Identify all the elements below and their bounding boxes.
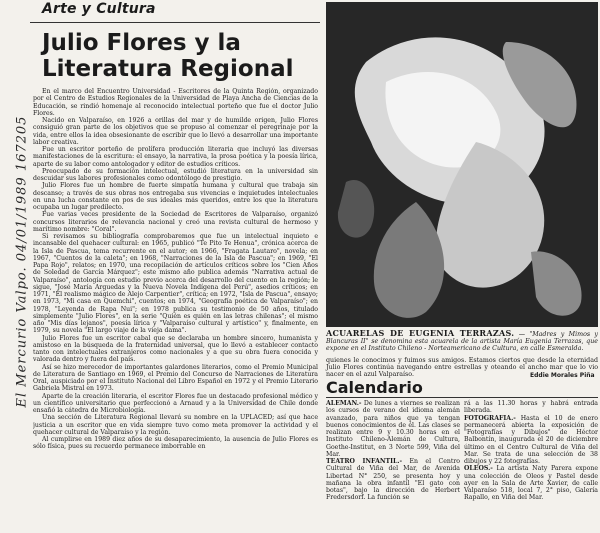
calendar-item — [464, 465, 598, 501]
article-paragraph: Fue varias veces presidente de la Sociedad de Escritores de Valparaíso, organizó concursos literarios de relevancia nacional y creó una revista cultural de hermoso y marítimo nombre: "Coral". — [33, 211, 318, 233]
calendar-title: Calendario — [326, 378, 423, 397]
author-signature: Eddie Morales Piña — [530, 372, 595, 379]
section-label: Arte y Cultura — [42, 1, 156, 17]
calendar-item — [464, 400, 598, 415]
calendar-item — [326, 458, 460, 502]
caption-title: ACUARELAS DE EUGENIA TERRAZAS. — [326, 328, 515, 338]
caption-text: — "Madres y Mimos y Blancuras II" se denomina esta acuarela de la artista María Eugenia Terrazas, que expone en el Instituto Chileno - Norteamericano de Cultura, en calle Esmeralda. — [326, 331, 598, 353]
calendar-item-heading: OLEOS.- — [464, 465, 493, 473]
article-paragraph: Nacido en Valparaíso, en 1926 a orillas del mar y de humilde origen, Julio Flores consiguió gran parte de los objetivos que se propuso al comenzar el peregrinaje por la vida, entre ellos la idea obsesionante de escribir que lo llevó a desarrollar una importante labor creativa. — [33, 117, 318, 146]
article-paragraph: En el marco del Encuentro Universidad - Escritores de la Quinta Región, organizado por el Centro de Estudios Regionales de la Universidad de Playa Ancha de Ciencias de la Educación, se rindió homenaje al reconocido intelectual porteño que fue el doctor Julio Flores. — [33, 88, 318, 117]
calendar-item-text: Hasta el 10 de enero permanecerá abierta la exposición de "Fotografías y Dibujos" de Héctor Balbontín, inaugurada el 20 de diciembre último en el Centro Cultural de Viña del Mar. Se trata de una selección de 38 dibujos y 22 fotografías. — [464, 414, 598, 465]
article-paragraph: Si revisamos su bibliografía comprobaremos que fue un intelectual inquieto e incansable del quehacer cultural: en 1965, publicó "Te Pito Te Henua", crónica acerca de la Isla de Pascua, tema recurrente en el autor; en 1966, "Fragata Lautaro", novela; en 1967, "Cuentos de la caleta"; en 1968, "Narraciones de la Isla de Pascua"; en 1969, "El Papa Rojo", relatos; en 1970, una recopilación de artículos críticos sobre los "Cien Años de Soledad de García Márquez"; este mismo año publica además "Narrativa actual de Valparaíso", antología con estudio previo acerca del desarrollo del cuento en la región; le sigue, "José María Arguedas y la Nueva Novela Indígena del Perú", asedios críticos; en 1971, "El realismo mágico de Alejo Carpentier", crítica; en 1972, "Isla de Pascua", ensayo; en 1973, "Mi casa en Quemchi", cuentos; en 1974, "Geografía poética de Valparaíso"; en 1978, "Leyenda de Rapa Nui"; en 1978 publica su testimonio de 50 años, titulado simplemente "Julio Flores", en la serie "Quién es quién en las letras chilenas"; el mismo año "Mis días lejanos", poesía lírica y "Valparaíso cultural y artístico" y, finalmente, en 1979, su novela "El largo viaje de la vieja dama". — [33, 233, 318, 335]
article-paragraph: Al cumplirse en 1989 diez años de su desaparecimiento, la ausencia de Julio Flores es sólo física, pues su recuerdo permanece imborrable en — [33, 436, 318, 451]
article-paragraph: Una sección de Literatura Regional llevará su nombre en la UPLACED; así que hace justicia a un escritor que en vida siempre tuvo como meta promover la actividad y el quehacer cultural de Valparaíso y la región. — [33, 414, 318, 436]
article-headline: Julio Flores y la Literatura Regional — [42, 30, 294, 82]
handwritten-annotation: El Mercurio Valpo. 04/01/1989 167205 — [14, 115, 30, 408]
article-paragraph: Julio Flores fue un escritor cabal que se declaraba un hombre sincero, humanista y amistoso en la búsqueda de la fraternidad universal, que lo llevó a establecer contacto tanto con intelectuales extranjeros como nacionales y a que su obra fuera conocida y valorada dentro y fuera del país. — [33, 334, 318, 364]
calendar-item-text: De lunes a viernes se realizan los cursos de verano del idioma alemán avanzado, para niños que ya tengan buenos conocimientos de él. Las clases se realizan entre 9 y 10.30 horas en el Instituto Chileno-Alemán de Cultura, Goethe-Institut, en 3 Norte 599, Viña del Mar. — [326, 400, 460, 458]
article-paragraph: Preocupado de su formación intelectual, estudió literatura en la universidad sin descuidar sus labores profesionales como odontólogo de prestigio. — [33, 167, 318, 182]
calendar-item-text: La artista Naty Parera expone una colección de Oleos y Pastel desde ayer en la Sala de Arte Xavier, de calle Valparaíso 518, local 7, 2° piso, Galería Rapallo, en Viña del Mar. — [464, 465, 598, 502]
watercolor-photo — [326, 2, 598, 327]
calendar-item — [326, 400, 460, 458]
calendar-item-heading: ALEMAN.- — [326, 400, 362, 407]
calendar-item-heading: FOTOGRAFIA.- — [464, 414, 516, 422]
calendar-column-right — [464, 400, 598, 502]
article-continuation: quienes le conocimos y fuimos sus amigos. Estamos ciertos que desde la eternidad Julio Flores continúa navegando entre estrellas y oteando el ancho mar que lo vio nacer en el azul Valparaíso. — [326, 357, 598, 379]
calendar-item-text: rá a las 11.30 horas y habrá entrada liberada. — [464, 400, 598, 415]
article-paragraph: Fue un escritor porteño de prolífera producción literaria que incluyó las diversas manifestaciones de la escritura: el ensayo, la narrativa, la prosa poética y la poesía lírica, aparte de su labor como antologador y editor de estudios críticos. — [33, 146, 318, 168]
calendar-item-heading: TEATRO INFANTIL.- — [326, 458, 403, 465]
calendar-column-left — [326, 400, 460, 502]
article-paragraph: Aparte de la creación literaria, el escritor Flores fue un destacado profesional médico y un científico universitario que perfeccionó a Arnaud y a la Universidad de Chile donde ensañó la cátedra de Microbiología. — [33, 392, 318, 414]
calendar-rule — [326, 397, 598, 398]
article-paragraph: Así se hizo merecedor de importantes galardones literarios, como el Premio Municipal de Literatura de Santiago en 1969, el Premio del Concurso de Narraciones de Literatura Oral, auspiciado por el Instituto Nacional del Libro Español en 1972 y el Premio Literario Gabriela Mistral en 1973. — [33, 363, 318, 393]
calendar-item — [464, 415, 598, 466]
article-paragraph: Julio Flores fue un hombre de fuerte simpatía humana y cultural que trabaja sin descanso; a través de sus obras nos entregaba sus vivencias e inquietudes intelectuales en una lucha constante en pos de sus ideales más queridos, entre los que la literatura ocupaba un lugar predilecto. — [33, 182, 318, 211]
calendar-item-text: En el Centro Cultural de Viña del Mar, de Avenida Libertad N° 250, se presenta hoy y mañana la obra infantil "El gato con botas", bajo la dirección de Herbert Fredersdorf. La función se — [326, 458, 461, 502]
photo-caption — [326, 330, 598, 353]
article-body — [33, 88, 318, 528]
